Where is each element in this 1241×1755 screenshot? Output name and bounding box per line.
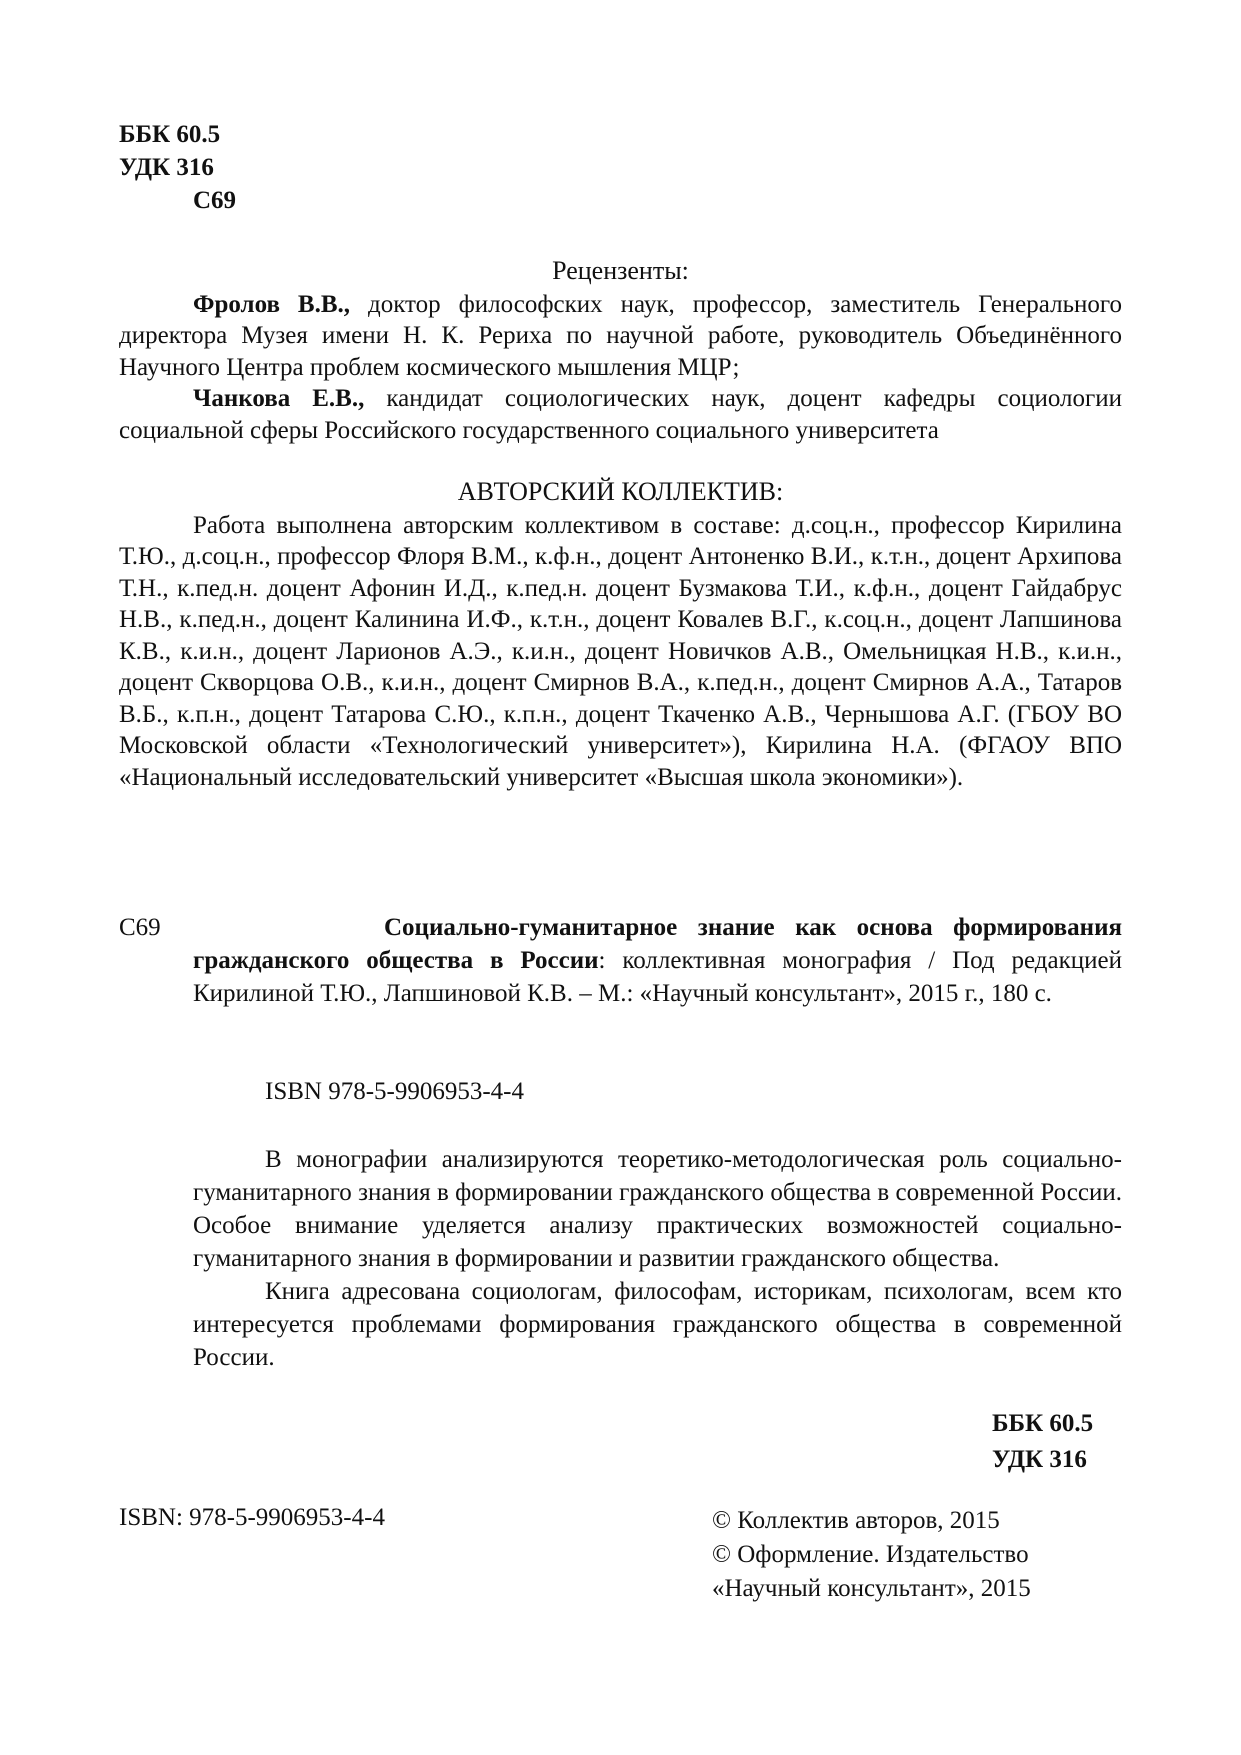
entry-details: : коллективная монография / Под редакцией Кирилиной Т.Ю., Лапшиновой К.В. – М.: «Научный консультант», 2015 г., 180 с.	[193, 947, 1122, 1007]
copyright-authors: © Коллектив авторов, 2015	[712, 1507, 1000, 1534]
classification-codes	[119, 118, 236, 217]
footer-classification-codes	[992, 1406, 1093, 1478]
authors-list: Работа выполнена авторским коллективом в составе: д.соц.н., профессор Кирилина Т.Ю., д.соц.н., профессор Флоря В.М., к.ф.н., доцент Антоненко В.И., к.т.н., доцент Архипова Т.Н., к.пед.н. доцент Афонин И.Д., к.пед.н. доцент Бузмакова Т.И., к.ф.н., доцент Гайдабрус Н.В., к.пед.н., доцент Калинина И.Ф., к.т.н., доцент Ковалев В.Г., к.соц.н., доцент Лапшинова К.В., к.и.н., доцент Ларионов А.Э., к.и.н., доцент Новичков А.В., Омельницкая Н.В., к.и.н., доцент Скворцова О.В., к.и.н., доцент Смирнов В.А., к.пед.н., доцент Смирнов А.А., Татаров В.Б., к.п.н., доцент Татарова С.Ю., к.п.н., доцент Ткаченко А.В., Чернышова А.Г. (ГБОУ ВО Московской области «Технологический университет»), Кирилина Н.А. (ФГАОУ ВПО «Национальный исследовательский университет «Высшая школа экономики»).	[119, 511, 1122, 791]
entry-title: Социально-гуманитарное знание как основа формирования гражданского общества в России	[193, 914, 1122, 974]
reviewer-description: доктор философских наук, профессор, заместитель Генерального директора Музея имени Н. К. Рериха по научной работе, руководитель Объединённого Научного Центра проблем космического мышления МЦР;	[119, 290, 1122, 381]
footer-udk-code: УДК 316	[992, 1446, 1087, 1473]
reviewer-entry	[119, 383, 1122, 446]
reviewer-description: кандидат социологических наук, доцент кафедры социологии социальной сферы Российского государственного социального университета	[119, 385, 1122, 444]
copyright-publisher: «Научный консультант», 2015	[712, 1575, 1031, 1602]
annotation	[193, 1143, 1122, 1374]
annotation-paragraph: В монографии анализируются теоретико-методологическая роль социально-гуманитарного знания в формировании гражданского общества в современной России. Особое внимание уделяется анализу практических возможностей социально-гуманитарного знания в формировании и развитии гражданского общества.	[193, 1146, 1122, 1272]
annotation-paragraph: Книга адресована социологам, философам, историкам, психологам, всем кто интересуется проблемами формирования гражданского общества в современной России.	[193, 1278, 1122, 1371]
isbn-line: ISBN 978-5-9906953-4-4	[265, 1078, 525, 1105]
footer-bbk-code: ББК 60.5	[992, 1410, 1094, 1437]
authors-section	[119, 476, 1122, 793]
udk-code: УДК 316	[119, 154, 214, 181]
copyright-block	[712, 1504, 1031, 1606]
bibliographic-entry	[119, 911, 1122, 1010]
entry-code: С69	[119, 914, 161, 941]
copyright-design: © Оформление. Издательство	[712, 1541, 1029, 1568]
author-mark: С69	[193, 187, 237, 214]
reviewer-entry	[119, 289, 1122, 384]
entry-body	[193, 911, 1122, 1010]
bbk-code: ББК 60.5	[119, 121, 221, 148]
authors-heading: АВТОРСКИЙ КОЛЛЕКТИВ:	[457, 477, 784, 506]
reviewers-section	[119, 255, 1122, 446]
reviewer-name: Фролов В.В.,	[193, 290, 351, 318]
isbn-bottom: ISBN: 978-5-9906953-4-4	[119, 1504, 385, 1531]
reviewers-heading: Рецензенты:	[552, 256, 689, 285]
reviewer-name: Чанкова Е.В.,	[193, 385, 365, 412]
